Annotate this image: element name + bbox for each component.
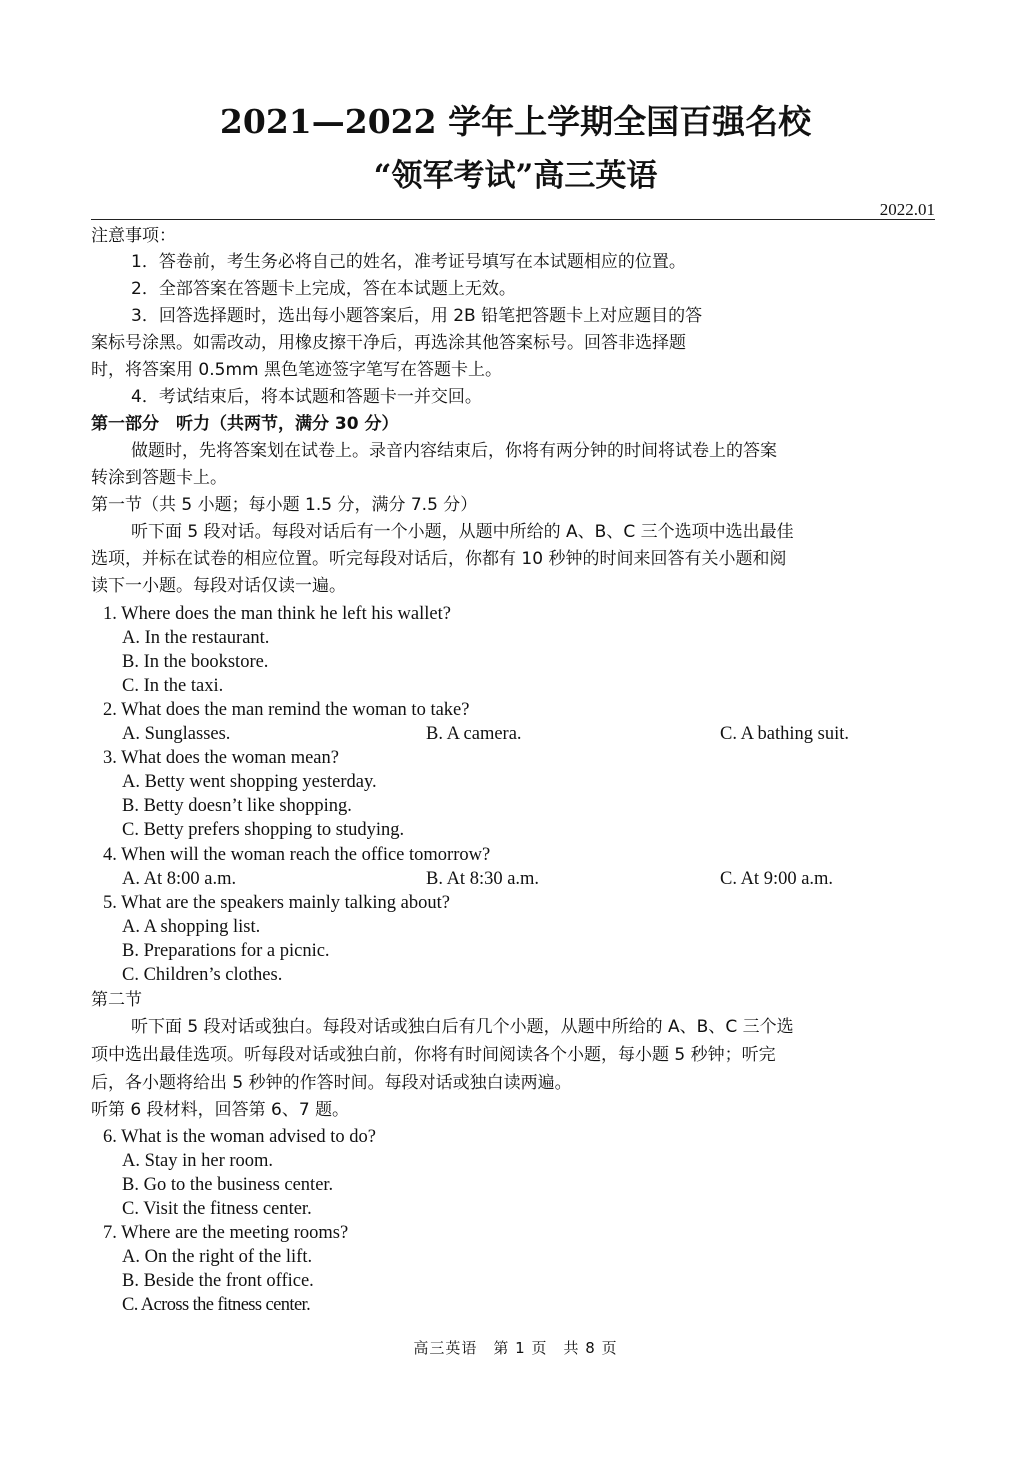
question-1-option-a: A. In the restaurant. [122, 628, 270, 648]
part1-heading: 第一部分 听力（共两节，满分 30 分） [91, 414, 399, 434]
material-6-instruction: 听第 6 段材料，回答第 6、7 题。 [91, 1100, 350, 1120]
note-item-3-line-2: 案标号涂黑。如需改动，用橡皮擦干净后，再选涂其他答案标号。回答非选择题 [91, 333, 686, 353]
question-5-option-b: B. Preparations for a picnic. [122, 941, 330, 961]
exam-subtitle: “领军考试”高三英语 [373, 158, 658, 194]
note-item-2: 2．全部答案在答题卡上完成，答在本试题上无效。 [131, 279, 516, 299]
question-3-option-b: B. Betty doesn’t like shopping. [122, 796, 352, 816]
question-2-option-a: A. Sunglasses. [122, 724, 231, 744]
question-3-stem: 3. What does the woman mean? [103, 748, 339, 768]
section1-heading: 第一节（共 5 小题；每小题 1.5 分，满分 7.5 分） [91, 495, 478, 515]
question-5-stem: 5. What are the speakers mainly talking about? [103, 893, 450, 913]
question-6-option-c: C. Visit the fitness center. [122, 1199, 312, 1219]
note-item-1: 1．答卷前，考生务必将自己的姓名，准考证号填写在本试题相应的位置。 [131, 252, 686, 272]
question-6-option-a: A. Stay in her room. [122, 1151, 274, 1171]
part1-intro-line-2: 转涂到答题卡上。 [91, 468, 227, 488]
question-2-stem: 2. What does the man remind the woman to take? [103, 700, 470, 720]
section2-instr-line-1: 听下面 5 段对话或独白。每段对话或独白后有几个小题，从题中所给的 A、B、C 三个选 [131, 1017, 794, 1037]
page-footer: 高三英语 第 1 页 共 8 页 [413, 1339, 618, 1357]
section2-instr-line-3: 后，各小题将给出 5 秒钟的作答时间。每段对话或独白读两遍。 [91, 1073, 572, 1093]
section1-instr-line-3: 读下一小题。每段对话仅读一遍。 [91, 576, 346, 596]
question-5-option-c: C. Children’s clothes. [122, 965, 283, 985]
exam-date: 2022.01 [879, 200, 935, 219]
question-4-option-b: B. At 8:30 a.m. [426, 869, 540, 889]
note-item-4: 4．考试结束后，将本试题和答题卡一并交回。 [131, 387, 482, 407]
notes-heading: 注意事项： [91, 226, 176, 246]
question-2-option-b: B. A camera. [426, 724, 522, 744]
question-3-option-c: C. Betty prefers shopping to studying. [122, 820, 405, 840]
question-2-option-c: C. A bathing suit. [720, 724, 850, 744]
question-7-stem: 7. Where are the meeting rooms? [103, 1223, 349, 1243]
note-item-3-line-1: 3．回答选择题时，选出每小题答案后，用 2B 铅笔把答题卡上对应题目的答 [131, 306, 703, 326]
question-4-stem: 4. When will the woman reach the office tomorrow? [103, 845, 491, 865]
question-1-option-c: C. In the taxi. [122, 676, 224, 696]
note-item-3-line-3: 时，将答案用 0.5mm 黑色笔迹签字笔写在答题卡上。 [91, 360, 502, 380]
exam-title: 2021—2022 学年上学期全国百强名校 [219, 102, 812, 141]
question-7-option-b: B. Beside the front office. [122, 1271, 314, 1291]
question-4-option-a: A. At 8:00 a.m. [122, 869, 237, 889]
question-1-stem: 1. Where does the man think he left his wallet? [103, 604, 451, 624]
question-6-option-b: B. Go to the business center. [122, 1175, 334, 1195]
question-7-option-c: C. Across the fitness center. [122, 1295, 311, 1315]
section1-instr-line-2: 选项，并标在试卷的相应位置。听完每段对话后，你都有 10 秒钟的时间来回答有关小题和阅 [91, 549, 787, 569]
header-divider [91, 219, 935, 220]
part1-intro-line-1: 做题时，先将答案划在试卷上。录音内容结束后，你将有两分钟的时间将试卷上的答案 [131, 441, 777, 461]
section2-heading: 第二节 [91, 990, 142, 1010]
section1-instr-line-1: 听下面 5 段对话。每段对话后有一个小题，从题中所给的 A、B、C 三个选项中选出最佳 [131, 522, 794, 542]
question-6-stem: 6. What is the woman advised to do? [103, 1127, 376, 1147]
section2-instr-line-2: 项中选出最佳选项。听每段对话或独白前，你将有时间阅读各个小题，每小题 5 秒钟；听完 [91, 1045, 776, 1065]
question-1-option-b: B. In the bookstore. [122, 652, 269, 672]
question-4-option-c: C. At 9:00 a.m. [720, 869, 834, 889]
question-5-option-a: A. A shopping list. [122, 917, 261, 937]
question-7-option-a: A. On the right of the lift. [122, 1247, 313, 1267]
question-3-option-a: A. Betty went shopping yesterday. [122, 772, 377, 792]
